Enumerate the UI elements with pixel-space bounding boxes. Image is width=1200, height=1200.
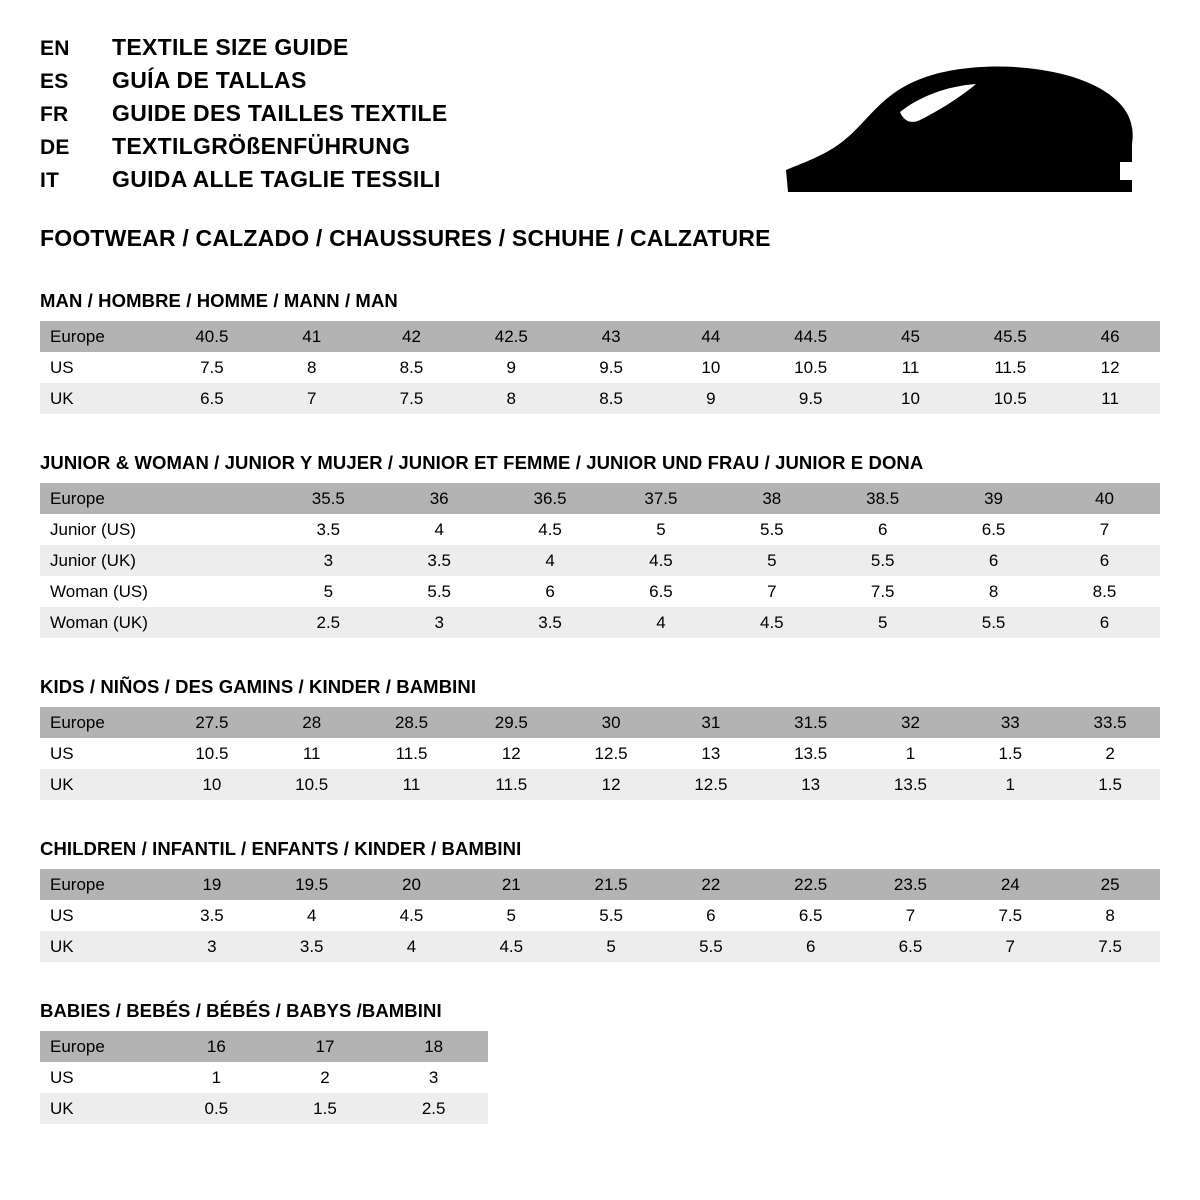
cell: 10.5 [162, 738, 262, 769]
cell: 5.5 [561, 900, 661, 931]
cell: 5.5 [827, 545, 938, 576]
cell: 6 [1049, 607, 1160, 638]
cell: 42 [362, 321, 462, 352]
cell: 13 [661, 738, 761, 769]
block-title: CHILDREN / INFANTIL / ENFANTS / KINDER / BAMBINI [40, 838, 522, 859]
cell: 5.5 [716, 514, 827, 545]
cell: 3 [273, 545, 384, 576]
cell: 25 [1060, 869, 1160, 900]
cell: 19.5 [262, 869, 362, 900]
cell [162, 576, 273, 607]
row-label: UK [40, 931, 162, 962]
cell: 37.5 [606, 483, 717, 514]
cell: 5 [461, 900, 561, 931]
cell [162, 514, 273, 545]
cell: 30 [561, 707, 661, 738]
cell: 11 [262, 738, 362, 769]
cell: 27.5 [162, 707, 262, 738]
language-code: DE [40, 136, 70, 159]
block-title: KIDS / NIÑOS / DES GAMINS / KINDER / BAMBINI [40, 676, 477, 697]
category-title: FOOTWEAR / CALZADO / CHAUSSURES / SCHUHE / CALZATURE [40, 225, 771, 251]
cell: 6.5 [606, 576, 717, 607]
cell: 29.5 [461, 707, 561, 738]
cell: 8 [262, 352, 362, 383]
cell: 33 [960, 707, 1060, 738]
language-title: TEXTILGRÖßENFÜHRUNG [112, 133, 411, 159]
language-code: ES [40, 70, 69, 93]
row-label: Europe [40, 707, 162, 738]
table-row [40, 1062, 488, 1093]
cell: 38 [716, 483, 827, 514]
cell: 32 [861, 707, 961, 738]
cell: 1 [162, 1062, 271, 1093]
row-label: Europe [40, 869, 162, 900]
cell: 4.5 [461, 931, 561, 962]
cell: 9.5 [561, 352, 661, 383]
cell: 19 [162, 869, 262, 900]
cell: 5.5 [938, 607, 1049, 638]
cell: 33.5 [1060, 707, 1160, 738]
cell: 7.5 [362, 383, 462, 414]
cell: 5 [716, 545, 827, 576]
cell: 7.5 [827, 576, 938, 607]
cell: 7.5 [162, 352, 262, 383]
size-table-man [40, 321, 1160, 414]
cell: 28 [262, 707, 362, 738]
cell: 5 [606, 514, 717, 545]
cell: 3 [162, 931, 262, 962]
cell: 36 [384, 483, 495, 514]
cell: 38.5 [827, 483, 938, 514]
cell: 5 [827, 607, 938, 638]
cell: 7 [262, 383, 362, 414]
cell: 8.5 [1049, 576, 1160, 607]
table-row [40, 869, 1160, 900]
cell: 6.5 [761, 900, 861, 931]
cell: 40 [1049, 483, 1160, 514]
cell [162, 483, 273, 514]
row-label: Europe [40, 321, 162, 352]
cell: 3 [384, 607, 495, 638]
cell: 22.5 [761, 869, 861, 900]
cell: 12 [461, 738, 561, 769]
cell: 4.5 [716, 607, 827, 638]
cell: 11.5 [960, 352, 1060, 383]
language-title: GUIDE DES TAILLES TEXTILE [112, 100, 448, 126]
cell: 9.5 [761, 383, 861, 414]
cell: 21 [461, 869, 561, 900]
cell: 21.5 [561, 869, 661, 900]
cell: 6.5 [861, 931, 961, 962]
cell: 40.5 [162, 321, 262, 352]
row-label: US [40, 352, 162, 383]
cell: 12 [1060, 352, 1160, 383]
cell: 10 [162, 769, 262, 800]
cell: 13 [761, 769, 861, 800]
cell: 5.5 [384, 576, 495, 607]
cell: 6.5 [162, 383, 262, 414]
cell: 1 [960, 769, 1060, 800]
block-title: JUNIOR & WOMAN / JUNIOR Y MUJER / JUNIOR ET FEMME / JUNIOR UND FRAU / JUNIOR E DONA [40, 452, 924, 473]
language-code: FR [40, 103, 69, 126]
cell: 41 [262, 321, 362, 352]
table-row [40, 607, 1160, 638]
cell: 1.5 [1060, 769, 1160, 800]
cell: 11 [362, 769, 462, 800]
cell: 7 [1049, 514, 1160, 545]
size-block-kids [40, 676, 1160, 800]
row-label: UK [40, 769, 162, 800]
cell: 42.5 [461, 321, 561, 352]
cell: 6.5 [938, 514, 1049, 545]
cell: 13.5 [861, 769, 961, 800]
cell: 5.5 [661, 931, 761, 962]
cell: 23.5 [861, 869, 961, 900]
size-table-kids [40, 707, 1160, 800]
row-label: US [40, 1062, 162, 1093]
cell: 1 [861, 738, 961, 769]
table-row [40, 931, 1160, 962]
cell: 22 [661, 869, 761, 900]
cell: 35.5 [273, 483, 384, 514]
cell: 8.5 [561, 383, 661, 414]
row-label: Woman (UK) [40, 607, 162, 638]
table-row [40, 769, 1160, 800]
cell: 13.5 [761, 738, 861, 769]
cell: 7 [960, 931, 1060, 962]
cell: 1.5 [271, 1093, 380, 1124]
cell: 3.5 [384, 545, 495, 576]
cell: 43 [561, 321, 661, 352]
cell: 12.5 [561, 738, 661, 769]
cell: 3.5 [162, 900, 262, 931]
cell: 6 [1049, 545, 1160, 576]
cell: 18 [379, 1031, 488, 1062]
table-row [40, 1031, 488, 1062]
row-label: Junior (US) [40, 514, 162, 545]
size-block-babies [40, 1000, 1160, 1124]
cell: 39 [938, 483, 1049, 514]
table-row [40, 738, 1160, 769]
cell: 7 [861, 900, 961, 931]
cell: 24 [960, 869, 1060, 900]
cell: 3.5 [273, 514, 384, 545]
cell: 12 [561, 769, 661, 800]
table-row [40, 321, 1160, 352]
size-table-junior-woman [40, 483, 1160, 638]
cell: 12.5 [661, 769, 761, 800]
cell: 11 [1060, 383, 1160, 414]
cell: 4.5 [495, 514, 606, 545]
cell: 44.5 [761, 321, 861, 352]
cell: 2 [1060, 738, 1160, 769]
cell: 8 [938, 576, 1049, 607]
cell: 11.5 [461, 769, 561, 800]
cell [162, 607, 273, 638]
cell: 9 [661, 383, 761, 414]
cell: 10 [661, 352, 761, 383]
cell: 36.5 [495, 483, 606, 514]
block-title: BABIES / BEBÉS / BÉBÉS / BABYS /BAMBINI [40, 1000, 442, 1021]
cell: 4 [262, 900, 362, 931]
cell: 2.5 [273, 607, 384, 638]
size-table-babies [40, 1031, 488, 1124]
cell: 7.5 [960, 900, 1060, 931]
cell: 4 [362, 931, 462, 962]
size-block-children [40, 838, 1160, 962]
table-row [40, 514, 1160, 545]
page-header [40, 34, 1160, 252]
cell: 8 [461, 383, 561, 414]
table-row [40, 900, 1160, 931]
row-label: UK [40, 383, 162, 414]
cell: 45 [861, 321, 961, 352]
cell: 10.5 [761, 352, 861, 383]
cell: 28.5 [362, 707, 462, 738]
cell: 9 [461, 352, 561, 383]
cell: 3.5 [262, 931, 362, 962]
cell: 17 [271, 1031, 380, 1062]
cell: 4 [384, 514, 495, 545]
size-block-junior-woman [40, 452, 1160, 638]
language-title: TEXTILE SIZE GUIDE [112, 34, 349, 60]
cell: 10 [861, 383, 961, 414]
row-label: Woman (US) [40, 576, 162, 607]
cell: 11.5 [362, 738, 462, 769]
cell: 8 [1060, 900, 1160, 931]
cell: 4.5 [362, 900, 462, 931]
cell: 6 [827, 514, 938, 545]
cell: 44 [661, 321, 761, 352]
row-label: US [40, 900, 162, 931]
cell: 11 [861, 352, 961, 383]
cell: 2.5 [379, 1093, 488, 1124]
cell: 45.5 [960, 321, 1060, 352]
table-row [40, 483, 1160, 514]
cell: 6 [938, 545, 1049, 576]
cell: 0.5 [162, 1093, 271, 1124]
cell: 31 [661, 707, 761, 738]
cell: 3.5 [495, 607, 606, 638]
cell: 10.5 [960, 383, 1060, 414]
cell: 16 [162, 1031, 271, 1062]
row-label: UK [40, 1093, 162, 1124]
cell: 4.5 [606, 545, 717, 576]
cell: 6 [495, 576, 606, 607]
size-table-children [40, 869, 1160, 962]
row-label: US [40, 738, 162, 769]
cell: 6 [661, 900, 761, 931]
table-row [40, 576, 1160, 607]
table-row [40, 1093, 488, 1124]
table-row [40, 545, 1160, 576]
table-row [40, 383, 1160, 414]
cell: 3 [379, 1062, 488, 1093]
cell: 10.5 [262, 769, 362, 800]
language-code: IT [40, 169, 60, 192]
cell: 4 [495, 545, 606, 576]
language-code: EN [40, 37, 70, 60]
language-title: GUÍA DE TALLAS [112, 67, 307, 93]
cell: 7 [716, 576, 827, 607]
cell: 1.5 [960, 738, 1060, 769]
row-label: Junior (UK) [40, 545, 162, 576]
cell: 5 [561, 931, 661, 962]
table-row [40, 707, 1160, 738]
cell: 2 [271, 1062, 380, 1093]
cell: 4 [606, 607, 717, 638]
language-title: GUIDA ALLE TAGLIE TESSILI [112, 166, 441, 192]
cell: 8.5 [362, 352, 462, 383]
cell: 20 [362, 869, 462, 900]
cell [162, 545, 273, 576]
dress-shoe-icon [780, 52, 1140, 212]
cell: 7.5 [1060, 931, 1160, 962]
block-title: MAN / HOMBRE / HOMME / MANN / MAN [40, 290, 398, 311]
cell: 46 [1060, 321, 1160, 352]
cell: 31.5 [761, 707, 861, 738]
cell: 5 [273, 576, 384, 607]
row-label: Europe [40, 1031, 162, 1062]
size-block-man [40, 290, 1160, 414]
table-row [40, 352, 1160, 383]
cell: 6 [761, 931, 861, 962]
row-label: Europe [40, 483, 162, 514]
